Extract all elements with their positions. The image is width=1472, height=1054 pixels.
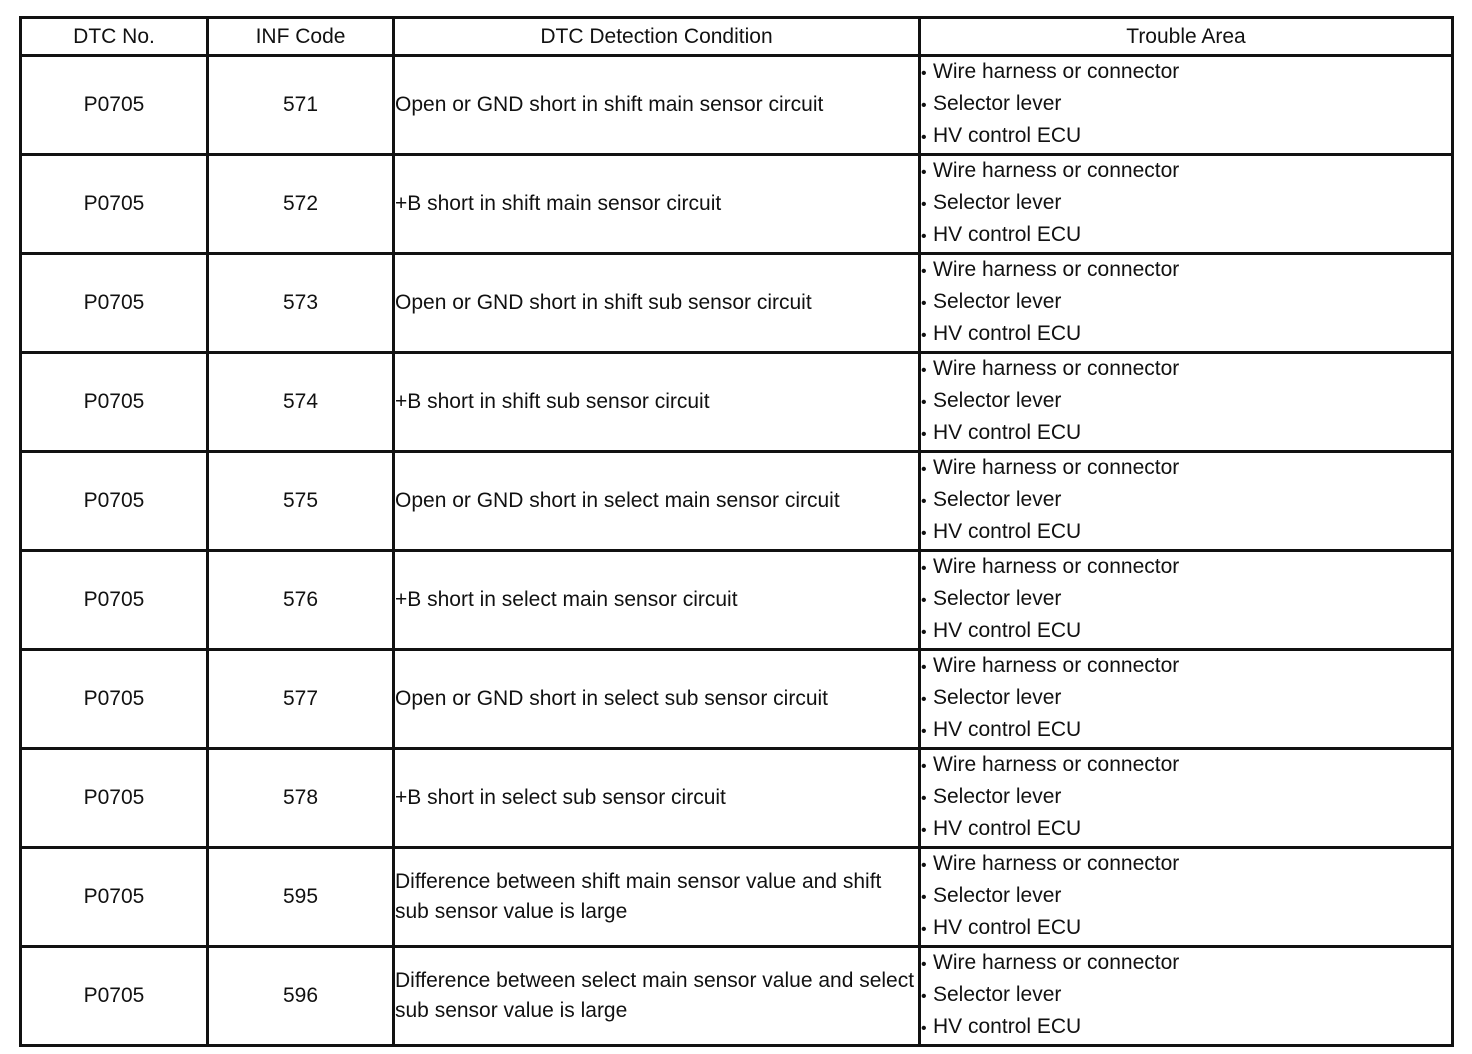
trouble-area-text: Selector lever bbox=[933, 191, 1062, 214]
trouble-area-item bbox=[921, 750, 1451, 782]
trouble-area-cell bbox=[920, 947, 1453, 1046]
trouble-area-item bbox=[921, 354, 1451, 386]
table-row bbox=[21, 155, 1453, 254]
trouble-area-text: Selector lever bbox=[933, 884, 1062, 907]
detection-condition-cell: Difference between select main sensor value and select sub sensor value is large bbox=[394, 947, 920, 1046]
detection-condition-cell: Open or GND short in shift main sensor circuit bbox=[394, 56, 920, 155]
trouble-area-item bbox=[921, 255, 1451, 287]
trouble-area-item bbox=[921, 616, 1451, 648]
bullet-icon: • bbox=[921, 362, 927, 379]
bullet-icon: • bbox=[921, 164, 927, 181]
bullet-icon: • bbox=[921, 790, 927, 807]
bullet-icon: • bbox=[921, 493, 927, 510]
trouble-area-text: HV control ECU bbox=[933, 322, 1082, 345]
trouble-area-item bbox=[921, 287, 1451, 319]
trouble-area-text: HV control ECU bbox=[933, 916, 1082, 939]
trouble-area-item bbox=[921, 814, 1451, 846]
bullet-icon: • bbox=[921, 228, 927, 245]
bullet-icon: • bbox=[921, 394, 927, 411]
trouble-area-item bbox=[921, 552, 1451, 584]
trouble-area-text: Wire harness or connector bbox=[933, 852, 1180, 875]
trouble-area-text: HV control ECU bbox=[933, 124, 1082, 147]
trouble-area-item bbox=[921, 913, 1451, 945]
trouble-area-text: HV control ECU bbox=[933, 520, 1082, 543]
inf-code-cell: 576 bbox=[208, 551, 394, 650]
trouble-area-text: Wire harness or connector bbox=[933, 357, 1180, 380]
trouble-area-text: Selector lever bbox=[933, 290, 1062, 313]
trouble-area-list bbox=[921, 750, 1451, 846]
trouble-area-text: Wire harness or connector bbox=[933, 654, 1180, 677]
trouble-area-item bbox=[921, 782, 1451, 814]
trouble-area-cell bbox=[920, 650, 1453, 749]
inf-code-cell: 571 bbox=[208, 56, 394, 155]
trouble-area-item bbox=[921, 517, 1451, 549]
trouble-area-item bbox=[921, 89, 1451, 121]
bullet-icon: • bbox=[921, 988, 927, 1005]
trouble-area-item bbox=[921, 881, 1451, 913]
bullet-icon: • bbox=[921, 889, 927, 906]
trouble-area-cell bbox=[920, 353, 1453, 452]
table-row bbox=[21, 650, 1453, 749]
dtc-number-cell: P0705 bbox=[21, 650, 208, 749]
bullet-icon: • bbox=[921, 758, 927, 775]
inf-code-cell: 578 bbox=[208, 749, 394, 848]
header-detection-condition: DTC Detection Condition bbox=[394, 18, 920, 56]
bullet-icon: • bbox=[921, 1020, 927, 1037]
bullet-icon: • bbox=[921, 327, 927, 344]
bullet-icon: • bbox=[921, 263, 927, 280]
dtc-number-cell: P0705 bbox=[21, 848, 208, 947]
bullet-icon: • bbox=[921, 857, 927, 874]
trouble-area-item bbox=[921, 849, 1451, 881]
detection-condition-cell: +B short in shift sub sensor circuit bbox=[394, 353, 920, 452]
bullet-icon: • bbox=[921, 956, 927, 973]
trouble-area-text: Wire harness or connector bbox=[933, 951, 1180, 974]
detection-condition-cell: Open or GND short in select main sensor circuit bbox=[394, 452, 920, 551]
trouble-area-text: HV control ECU bbox=[933, 619, 1082, 642]
inf-code-cell: 572 bbox=[208, 155, 394, 254]
trouble-area-item bbox=[921, 188, 1451, 220]
trouble-area-item bbox=[921, 453, 1451, 485]
trouble-area-cell bbox=[920, 155, 1453, 254]
inf-code-cell: 595 bbox=[208, 848, 394, 947]
bullet-icon: • bbox=[921, 723, 927, 740]
dtc-number-cell: P0705 bbox=[21, 947, 208, 1046]
table-row bbox=[21, 551, 1453, 650]
inf-code-cell: 574 bbox=[208, 353, 394, 452]
bullet-icon: • bbox=[921, 196, 927, 213]
trouble-area-cell bbox=[920, 452, 1453, 551]
dtc-number-cell: P0705 bbox=[21, 254, 208, 353]
trouble-area-text: Wire harness or connector bbox=[933, 753, 1180, 776]
table-row bbox=[21, 947, 1453, 1046]
trouble-area-item bbox=[921, 121, 1451, 153]
trouble-area-text: Selector lever bbox=[933, 686, 1062, 709]
trouble-area-item bbox=[921, 715, 1451, 747]
header-row bbox=[21, 18, 1453, 56]
trouble-area-list bbox=[921, 255, 1451, 351]
trouble-area-text: Wire harness or connector bbox=[933, 159, 1180, 182]
bullet-icon: • bbox=[921, 525, 927, 542]
bullet-icon: • bbox=[921, 691, 927, 708]
detection-condition-cell: +B short in select main sensor circuit bbox=[394, 551, 920, 650]
trouble-area-item bbox=[921, 386, 1451, 418]
table-row bbox=[21, 452, 1453, 551]
bullet-icon: • bbox=[921, 560, 927, 577]
trouble-area-item bbox=[921, 1012, 1451, 1044]
trouble-area-text: Selector lever bbox=[933, 587, 1062, 610]
trouble-area-text: Wire harness or connector bbox=[933, 555, 1180, 578]
trouble-area-list bbox=[921, 57, 1451, 153]
dtc-number-cell: P0705 bbox=[21, 56, 208, 155]
trouble-area-cell bbox=[920, 848, 1453, 947]
bullet-icon: • bbox=[921, 97, 927, 114]
table-row bbox=[21, 56, 1453, 155]
trouble-area-text: Wire harness or connector bbox=[933, 258, 1180, 281]
bullet-icon: • bbox=[921, 129, 927, 146]
inf-code-cell: 573 bbox=[208, 254, 394, 353]
trouble-area-list bbox=[921, 453, 1451, 549]
bullet-icon: • bbox=[921, 592, 927, 609]
trouble-area-item bbox=[921, 980, 1451, 1012]
table-body bbox=[21, 56, 1453, 1046]
trouble-area-text: Selector lever bbox=[933, 983, 1062, 1006]
table-row bbox=[21, 848, 1453, 947]
trouble-area-text: HV control ECU bbox=[933, 1015, 1082, 1038]
table-row bbox=[21, 254, 1453, 353]
detection-condition-cell: Open or GND short in shift sub sensor circuit bbox=[394, 254, 920, 353]
bullet-icon: • bbox=[921, 65, 927, 82]
detection-condition-cell: Open or GND short in select sub sensor circuit bbox=[394, 650, 920, 749]
bullet-icon: • bbox=[921, 921, 927, 938]
trouble-area-text: HV control ECU bbox=[933, 223, 1082, 246]
trouble-area-list bbox=[921, 651, 1451, 747]
bullet-icon: • bbox=[921, 659, 927, 676]
detection-condition-cell: +B short in select sub sensor circuit bbox=[394, 749, 920, 848]
trouble-area-list bbox=[921, 849, 1451, 945]
trouble-area-item bbox=[921, 319, 1451, 351]
trouble-area-cell bbox=[920, 254, 1453, 353]
inf-code-cell: 596 bbox=[208, 947, 394, 1046]
trouble-area-item bbox=[921, 485, 1451, 517]
trouble-area-cell bbox=[920, 551, 1453, 650]
trouble-area-item bbox=[921, 683, 1451, 715]
dtc-number-cell: P0705 bbox=[21, 452, 208, 551]
trouble-area-text: Wire harness or connector bbox=[933, 456, 1180, 479]
trouble-area-text: HV control ECU bbox=[933, 718, 1082, 741]
header-dtc-no: DTC No. bbox=[21, 18, 208, 56]
trouble-area-list bbox=[921, 354, 1451, 450]
header-trouble-area: Trouble Area bbox=[920, 18, 1453, 56]
bullet-icon: • bbox=[921, 822, 927, 839]
bullet-icon: • bbox=[921, 295, 927, 312]
trouble-area-list bbox=[921, 948, 1451, 1044]
trouble-area-item bbox=[921, 156, 1451, 188]
trouble-area-item bbox=[921, 948, 1451, 980]
bullet-icon: • bbox=[921, 461, 927, 478]
bullet-icon: • bbox=[921, 426, 927, 443]
bullet-icon: • bbox=[921, 624, 927, 641]
trouble-area-item bbox=[921, 220, 1451, 252]
trouble-area-text: Selector lever bbox=[933, 92, 1062, 115]
trouble-area-text: Selector lever bbox=[933, 488, 1062, 511]
trouble-area-list bbox=[921, 552, 1451, 648]
trouble-area-item bbox=[921, 418, 1451, 450]
trouble-area-text: Selector lever bbox=[933, 389, 1062, 412]
header-inf-code: INF Code bbox=[208, 18, 394, 56]
table-row bbox=[21, 749, 1453, 848]
trouble-area-list bbox=[921, 156, 1451, 252]
trouble-area-text: Selector lever bbox=[933, 785, 1062, 808]
trouble-area-text: HV control ECU bbox=[933, 421, 1082, 444]
dtc-number-cell: P0705 bbox=[21, 551, 208, 650]
dtc-number-cell: P0705 bbox=[21, 353, 208, 452]
trouble-area-item bbox=[921, 584, 1451, 616]
trouble-area-text: HV control ECU bbox=[933, 817, 1082, 840]
dtc-number-cell: P0705 bbox=[21, 155, 208, 254]
inf-code-cell: 577 bbox=[208, 650, 394, 749]
trouble-area-cell bbox=[920, 749, 1453, 848]
detection-condition-cell: Difference between shift main sensor value and shift sub sensor value is large bbox=[394, 848, 920, 947]
trouble-area-cell bbox=[920, 56, 1453, 155]
trouble-area-item bbox=[921, 651, 1451, 683]
detection-condition-cell: +B short in shift main sensor circuit bbox=[394, 155, 920, 254]
inf-code-cell: 575 bbox=[208, 452, 394, 551]
trouble-area-text: Wire harness or connector bbox=[933, 60, 1180, 83]
trouble-area-item bbox=[921, 57, 1451, 89]
table-row bbox=[21, 353, 1453, 452]
dtc-table bbox=[19, 16, 1454, 1047]
dtc-number-cell: P0705 bbox=[21, 749, 208, 848]
